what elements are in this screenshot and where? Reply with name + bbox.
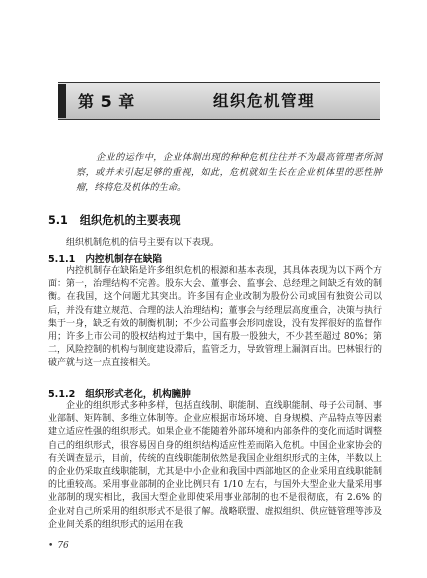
section-number: 5.1 [48,214,68,227]
folio-number: 76 [57,541,69,551]
subsection-number: 5.1.1 [48,254,76,265]
chapter-title: 组织危机管理 [213,92,316,110]
subsection-number: 5.1.2 [48,389,76,400]
banner-bottom-rule [58,119,380,120]
subsection-heading-2 [48,386,191,400]
body-paragraph: 企业的组织形式多种多样，包括直线制、职能制、直线职能制、母子公司制、事业部制、矩阵制、多维立体制等。企业应根据市场环境、自身规模、产品特点等因素建立适应性强的组织形式。如果企业不能随着外部环境和内部条件的变化而适时调整自己的组织形式，很容易因自身的组织结构适应性差而陷入危机。中国企业家协会的有关调查显示，目前，传统的直线职能制依然是我国企业组织形式的主体，半数以上的企业仍采取直线职能制，尤其是中小企业和我国中西部地区的企业采用直线职能制的比重较高。采用事业部制的企业比例只有 1/10 左右，与国外大型企业大量采用事业部制的现实相比，我国大型企业即使采用事业部制的也不是很彻底，有 2.6% 的企业对自己所采用的组织形式不是很了解。战略联盟、虚拟组织、供应链管理等涉及企业间关系的组织形式的运用在我 [48,401,382,530]
body-paragraph: 内控机制存在缺陷是许多组织危机的根源和基本表现，其具体表现为以下两个方面：第一，治理结构不完善。股东大会、董事会、监事会、总经理之间缺乏有效的制衡。在我国，这个问题尤其突出。许多国有企业改制为股份公司或国有独资公司以后，并没有建立规范、合理的法人治理结构；董事会与经理层高度重合，决策与执行集于一身，缺乏有效的制衡机制；不少公司监事会形同虚设，没有发挥很好的监督作用；许多上市公司的股权结构过于集中，国有股一股独大，不少甚至超过 80%；第二，风险控制的机构与制度建设滞后，监管乏力，导致管理上漏洞百出。巴林银行的破产就与这一点直接相关。 [48,266,382,369]
banner-accent-bar [58,84,66,118]
section-intro [48,237,382,250]
subsection-heading-1 [48,251,162,265]
chapter-abstract [76,150,382,195]
page-number [48,541,69,551]
subsection-title: 组织形式老化，机构臃肿 [85,389,191,400]
section-intro-text: 组织机制危机的信号主要有以下表现。 [66,238,220,248]
banner-top-rule [58,82,380,83]
subsection-body-2 [48,400,382,532]
subsection-body-1 [48,265,382,371]
chapter-number: 第 5 章 [78,92,135,111]
section-title: 组织危机的主要表现 [79,214,181,227]
folio-marker: • [48,541,54,551]
subsection-title: 内控机制存在缺陷 [85,254,163,265]
section-heading [48,212,181,228]
abstract-text: 企业的运作中，企业体制出现的种种危机往往并不为最高管理者所洞察，或并未引起足够的重视，如此，危机就如生长在企业机体里的恶性肿瘤，终将危及机体的生命。 [76,152,382,193]
